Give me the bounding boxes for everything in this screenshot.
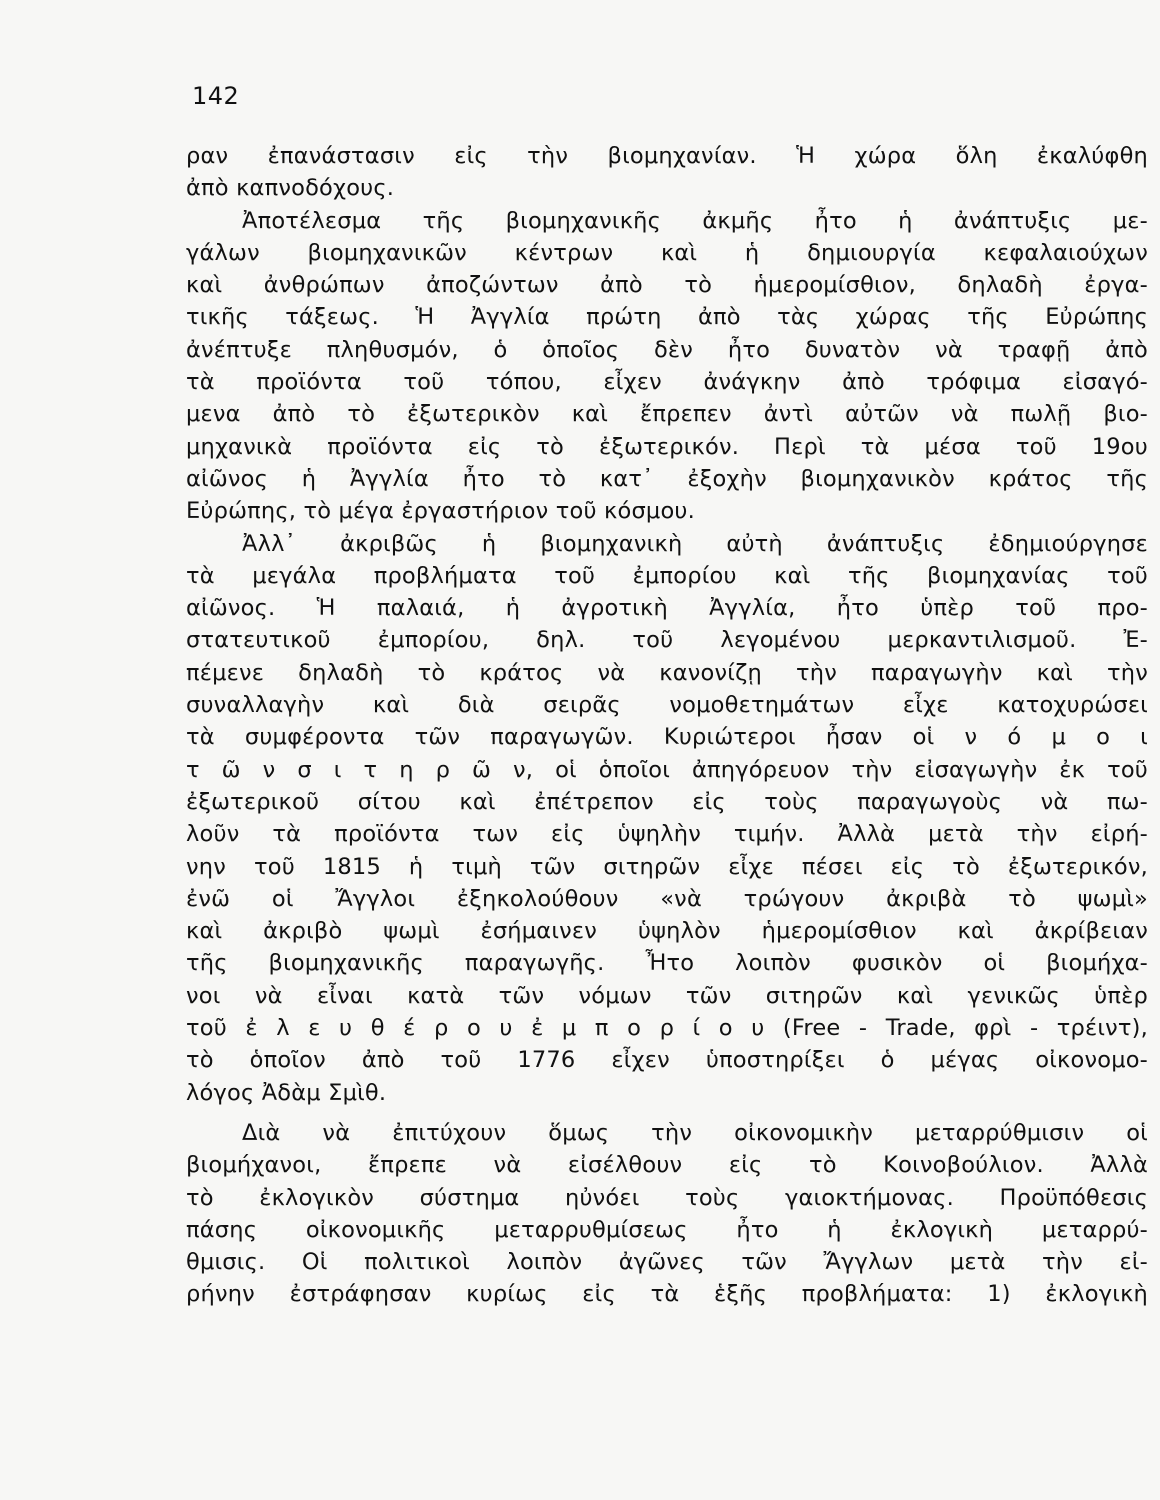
- text-line: τὰ μεγάλα προβλήματα τοῦ ἐμπορίου καὶ τῆς βιομηχανίας τοῦ: [186, 562, 1148, 589]
- text-line: πέμενε δηλαδὴ τὸ κράτος νὰ κανονίζῃ τὴν παραγωγὴν καὶ τὴν: [186, 659, 1148, 686]
- text-line: νοι νὰ εἶναι κατὰ τῶν νόμων τῶν σιτηρῶν καὶ γενικῶς ὑπὲρ: [186, 982, 1148, 1009]
- text-line: τοῦ ἐ λ ε υ θ έ ρ ο υ ἐ μ π ο ρ ί ο υ (Free - Trade, φρὶ - τρέιντ),: [186, 1015, 1148, 1042]
- text-line: καὶ ἀνθρώπων ἀποζώντων ἀπὸ τὸ ἡμερομίσθιον, δηλαδὴ ἐργα-: [186, 272, 1148, 299]
- text-line: αἰῶνος. Ἡ παλαιά, ἡ ἀγροτικὴ Ἀγγλία, ἦτο ὑπὲρ τοῦ προ-: [186, 595, 1148, 622]
- text-line: βιομήχανοι, ἔπρεπε νὰ εἰσέλθουν εἰς τὸ Κοινοβούλιον. Ἀλλὰ: [186, 1152, 1148, 1179]
- text-line: καὶ ἀκριβὸ ψωμὶ ἐσήμαινεν ὑψηλὸν ἡμερομίσθιον καὶ ἀκρίβειαν: [186, 918, 1148, 945]
- text-line: θμισις. Οἱ πολιτικοὶ λοιπὸν ἀγῶνες τῶν Ἄγγλων μετὰ τὴν εἰ-: [186, 1249, 1148, 1276]
- text-line: τικῆς τάξεως. Ἡ Ἀγγλία πρώτη ἀπὸ τὰς χώρας τῆς Εὐρώπης: [186, 304, 1148, 331]
- page-number: 142: [192, 82, 240, 110]
- text-line: στατευτικοῦ ἐμπορίου, δηλ. τοῦ λεγομένου μερκαντιλισμοῦ. Ἐ-: [186, 627, 1148, 654]
- text-line: Εὐρώπης, τὸ μέγα ἐργαστήριον τοῦ κόσμου.: [186, 498, 695, 525]
- text-line: τὸ ὁποῖον ἀπὸ τοῦ 1776 εἶχεν ὑποστηρίξει ὁ μέγας οἰκονομο-: [186, 1047, 1148, 1074]
- text-line: ἐνῶ οἱ Ἄγγλοι ἐξηκολούθουν «νὰ τρώγουν ἀκριβὰ τὸ ψωμὶ»: [186, 885, 1148, 912]
- text-line: νην τοῦ 1815 ἡ τιμὴ τῶν σιτηρῶν εἶχε πέσει εἰς τὸ ἐξωτερικόν,: [186, 853, 1148, 880]
- text-line: τ ῶ ν σ ι τ η ρ ῶ ν, οἱ ὁποῖοι ἀπηγόρευον τὴν εἰσαγωγὴν ἐκ τοῦ: [186, 756, 1148, 783]
- text-line: Ἀποτέλεσμα τῆς βιομηχανικῆς ἀκμῆς ἦτο ἡ ἀνάπτυξις με-: [242, 207, 1148, 234]
- text-line: λοῦν τὰ προϊόντα των εἰς ὑψηλὴν τιμήν. Ἀλλὰ μετὰ τὴν εἰρή-: [186, 821, 1148, 848]
- text-line: λόγος Ἀδὰμ Σμὶθ.: [186, 1079, 387, 1106]
- text-line: αἰῶνος ἡ Ἀγγλία ἦτο τὸ κατ᾽ ἐξοχὴν βιομηχανικὸν κράτος τῆς: [186, 465, 1148, 492]
- text-line: ρήνην ἐστράφησαν κυρίως εἰς τὰ ἑξῆς προβλήματα: 1) ἐκλογικὴ: [186, 1281, 1148, 1308]
- text-line: Ἀλλ᾽ ἀκριβῶς ἡ βιομηχανικὴ αὐτὴ ἀνάπτυξις ἐδημιούργησε: [242, 530, 1148, 557]
- text-line: μενα ἀπὸ τὸ ἐξωτερικὸν καὶ ἔπρεπεν ἀντὶ αὐτῶν νὰ πωλῇ βιο-: [186, 401, 1148, 428]
- text-line: τῆς βιομηχανικῆς παραγωγῆς. Ἦτο λοιπὸν φυσικὸν οἱ βιομήχα-: [186, 950, 1148, 977]
- text-line: ἀπὸ καπνοδόχους.: [186, 175, 395, 202]
- text-line: ἀνέπτυξε πληθυσμόν, ὁ ὁποῖος δὲν ἦτο δυνατὸν νὰ τραφῇ ἀπὸ: [186, 336, 1148, 363]
- text-line: τὸ ἐκλογικὸν σύστημα ηὐνόει τοὺς γαιοκτήμονας. Προϋπόθεσις: [186, 1184, 1148, 1211]
- text-line: πάσης οἰκονομικῆς μεταρρυθμίσεως ἦτο ἡ ἐκλογικὴ μεταρρύ-: [186, 1216, 1148, 1243]
- text-line: γάλων βιομηχανικῶν κέντρων καὶ ἡ δημιουργία κεφαλαιούχων: [186, 239, 1148, 266]
- text-line: ραν ἐπανάστασιν εἰς τὴν βιομηχανίαν. Ἡ χώρα ὅλη ἐκαλύφθη: [186, 143, 1148, 169]
- text-line: τὰ προϊόντα τοῦ τόπου, εἶχεν ἀνάγκην ἀπὸ τρόφιμα εἰσαγό-: [186, 369, 1148, 396]
- paragraph-gap: [186, 1109, 1148, 1117]
- text-line: Διὰ νὰ ἐπιτύχουν ὅμως τὴν οἰκονομικὴν μεταρρύθμισιν οἱ: [242, 1119, 1148, 1146]
- text-line: ἐξωτερικοῦ σίτου καὶ ἐπέτρεπον εἰς τοὺς παραγωγοὺς νὰ πω-: [186, 788, 1148, 815]
- text-line: συναλλαγὴν καὶ διὰ σειρᾶς νομοθετημάτων εἶχε κατοχυρώσει: [186, 692, 1148, 719]
- text-line: τὰ συμφέροντα τῶν παραγωγῶν. Κυριώτεροι ἦσαν οἱ ν ό μ ο ι: [186, 724, 1148, 751]
- text-line: μηχανικὰ προϊόντα εἰς τὸ ἐξωτερικόν. Περὶ τὰ μέσα τοῦ 19ου: [186, 433, 1148, 460]
- body-text: [186, 140, 1148, 1311]
